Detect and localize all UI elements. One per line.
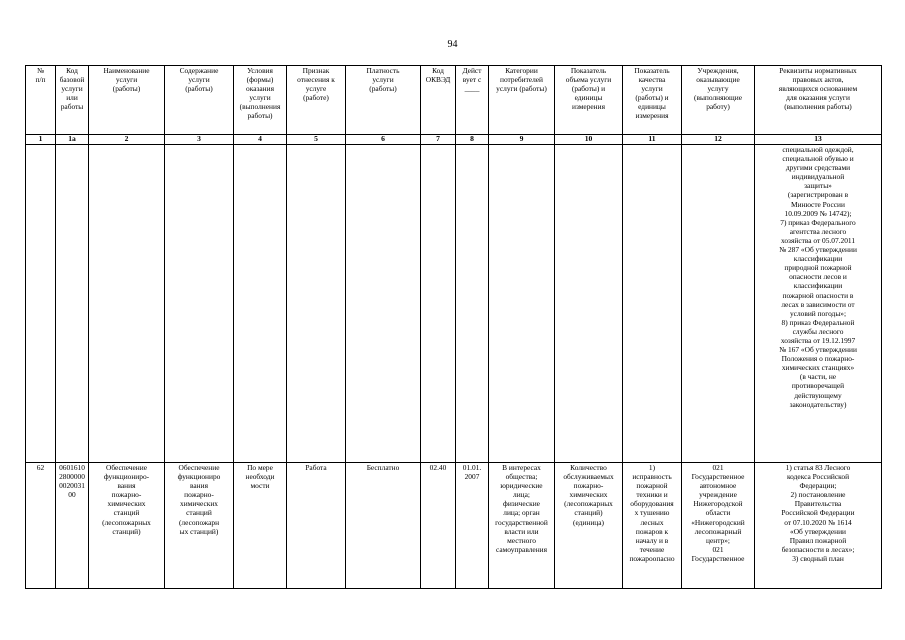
header-quality: Показатель качества услуги (работы) и единицы измерения (623, 66, 682, 135)
column-number: 9 (489, 135, 555, 145)
header-code: Код базовой услуги или работы (56, 66, 89, 135)
service-code: 0601610 2800000 0020031 00 (56, 463, 89, 589)
column-number: 5 (287, 135, 346, 145)
service-sign: Работа (287, 463, 346, 589)
header-okved: Код ОКВЭД (421, 66, 456, 135)
service-name: Обеспечение функциониро- вания пожарно- химических станций (лесопожарных станций) (89, 463, 165, 589)
consumer-categories: В интересах общества; юридические лица; физические лица; орган государственной власти или местного самоуправления (489, 463, 555, 589)
okved-code: 02.40 (421, 463, 456, 589)
legal-acts: 1) статья 83 Лесного кодекса Российской Федерации; 2) постановление Правительства Российской Федерации от 07.10.2020 № 1614 «Об утверждении Правил пожарной безопасности в лесах»; 3) сводный план (755, 463, 882, 589)
valid-from: 01.01. 2007 (456, 463, 489, 589)
column-number: 1a (56, 135, 89, 145)
column-number: 11 (623, 135, 682, 145)
column-number: 3 (165, 135, 234, 145)
header-valid-from: Дейст вует с ____ (456, 66, 489, 135)
service-payment: Бесплатно (346, 463, 421, 589)
header-institutions: Учреждения, оказывающие услугу (выполняющие работу) (682, 66, 755, 135)
header-volume: Показатель объема услуги (работы) и единицы измерения (555, 66, 623, 135)
column-number: 7 (421, 135, 456, 145)
header-consumers: Категории потребителей услуги (работы) (489, 66, 555, 135)
column-number: 8 (456, 135, 489, 145)
institutions: 021 Государственное автономное учреждение Нижегородской области «Нижегородский лесопожарный центр»; 021 Государственное (682, 463, 755, 589)
column-numbers-row (26, 135, 882, 145)
table-row (26, 463, 882, 589)
column-number: 13 (755, 135, 882, 145)
column-number: 6 (346, 135, 421, 145)
column-number: 4 (234, 135, 287, 145)
services-registry-table (25, 65, 882, 589)
header-row (26, 66, 882, 135)
header-conditions: Условия (формы) оказания услуги (выполнения работы) (234, 66, 287, 135)
column-number: 12 (682, 135, 755, 145)
column-number: 2 (89, 135, 165, 145)
header-payment: Платность услуги (работы) (346, 66, 421, 135)
service-content: Обеспечение функциониро вания пожарно- химических станций (лесопожарн ых станций) (165, 463, 234, 589)
header-content: Содержание услуги (работы) (165, 66, 234, 135)
column-number: 1 (26, 135, 56, 145)
header-sign: Признак отнесения к услуге (работе) (287, 66, 346, 135)
service-conditions: По мере необходи мости (234, 463, 287, 589)
column-number: 10 (555, 135, 623, 145)
row-number: 62 (26, 463, 56, 589)
quality-indicator: 1) исправность пожарной техники и оборудования х тушению лесных пожаров к началу и в течение пожароопасно (623, 463, 682, 589)
header-name: Наименование услуги (работы) (89, 66, 165, 135)
continuation-row (26, 145, 882, 463)
page-number: 94 (447, 39, 458, 50)
continuation-acts-cell: специальной одеждой, специальной обувью и другими средствами индивидуальной защиты» (зарегистрирован в Минюсте России 10.09.2009 № 14742); 7) приказ Федерального агентства лесного хозяйства от 05.07.2011 № 287 «Об утверждении классификации природной пожарной опасности лесов и классификации пожарной опасности в лесах в зависимости от условий погоды»; 8) приказ Федеральной службы лесного хозяйства от 19.12.1997 № 167 «Об утверждении Положения о пожарно- химических станциях» (в части, не противоречащей действующему законодательству) (755, 145, 882, 463)
header-num: № п/п (26, 66, 56, 135)
volume-indicator: Количество обслуживаемых пожарно- химических (лесопожарных станций) (единица) (555, 463, 623, 589)
header-acts: Реквизиты нормативных правовых актов, являющихся основанием для оказания услуги (выполнения работы) (755, 66, 882, 135)
